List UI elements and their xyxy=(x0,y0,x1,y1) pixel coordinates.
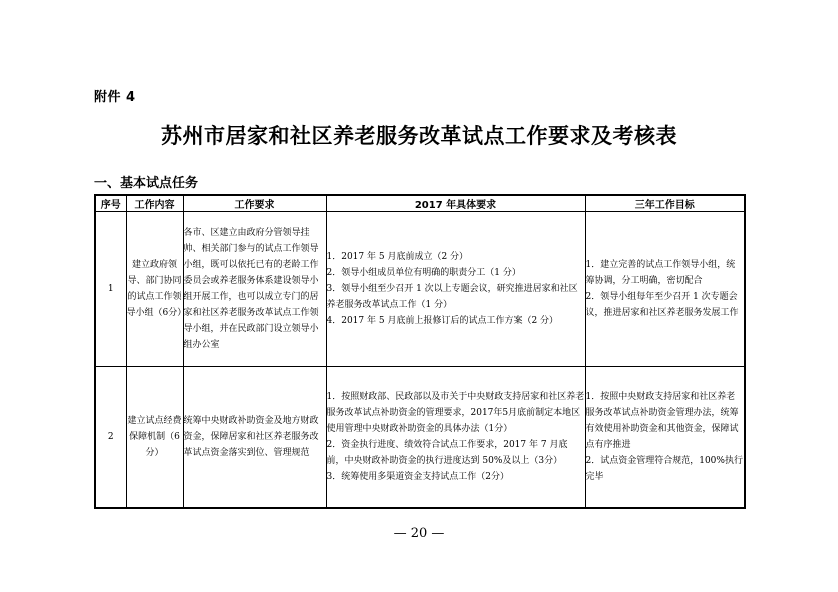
requirement-item: 2．领导小组成员单位有明确的职责分工（1 分） xyxy=(326,268,521,278)
table-header-row xyxy=(95,195,745,212)
assessment-table xyxy=(94,194,746,509)
header-content: 工作内容 xyxy=(126,195,183,212)
table-row xyxy=(95,212,745,367)
requirements-2017 xyxy=(326,212,585,367)
requirement-item: 3．统筹使用多渠道资金支持试点工作（2分） xyxy=(326,472,509,482)
requirement-item: 4．2017 年 5 月底前上报修订后的试点工作方案（2 分） xyxy=(326,316,559,326)
document-title: 苏州市居家和社区养老服务改革试点工作要求及考核表 xyxy=(161,123,677,148)
table-row xyxy=(95,367,745,509)
requirements-2017 xyxy=(326,367,585,509)
row-number: 1 xyxy=(95,212,126,367)
requirement-item: 3．领导小组至少召开 1 次以上专题会议，研究推进居家和社区养老服务改革试点工作（1 分） xyxy=(326,284,578,310)
work-requirement: 统筹中央财政补助资金及地方财政资金，保障居家和社区养老服务改革试点资金落实到位、管理规范 xyxy=(183,367,326,509)
header-goal: 三年工作目标 xyxy=(585,195,745,212)
annex-label: 附件 4 xyxy=(94,90,136,105)
three-year-goal: 1．建立完善的试点工作领导小组，统筹协调，分工明确，密切配合 2．领导小组每年至少召开 1 次专题会议，推进居家和社区养老服务发展工作 xyxy=(585,212,745,367)
requirement-item: 1．2017 年 5 月底前成立（2 分） xyxy=(326,252,469,262)
header-requirement: 工作要求 xyxy=(183,195,326,212)
section-heading: 一、基本试点任务 xyxy=(94,176,199,191)
requirement-item: 1．按照财政部、民政部以及市关于中央财政支持居家和社区养老服务改革试点补助资金的管理要求，2017年5月底前制定本地区使用管理中央财政补助资金的具体办法（1分） xyxy=(326,392,585,434)
requirement-item: 2．资金执行进度、绩效符合试点工作要求，2017 年 7 月底前，中央财政补助资金的执行进度达到 50%及以上（3分） xyxy=(326,440,568,466)
work-requirement: 各市、区建立由政府分管领导挂帅、相关部门参与的试点工作领导小组，既可以依托已有的老龄工作委员会或养老服务体系建设领导小组开展工作，也可以成立专门的居家和社区养老服务改革试点工作领导小组，并在民政部门设立领导小组办公室 xyxy=(183,212,326,367)
row-number: 2 xyxy=(95,367,126,509)
header-2017: 2017 年具体要求 xyxy=(326,195,585,212)
page-number: — 20 — xyxy=(393,526,445,541)
work-content: 建立政府领导、部门协同的试点工作领导小组（6分） xyxy=(126,212,183,367)
three-year-goal: 1．按照中央财政支持居家和社区养老服务改革试点补助资金管理办法，统筹有效使用补助资金和其他资金，保障试点有序推进 2．试点资金管理符合规范，100%执行完毕 xyxy=(585,367,745,509)
header-no: 序号 xyxy=(95,195,126,212)
work-content: 建立试点经费保障机制（6分） xyxy=(126,367,183,509)
